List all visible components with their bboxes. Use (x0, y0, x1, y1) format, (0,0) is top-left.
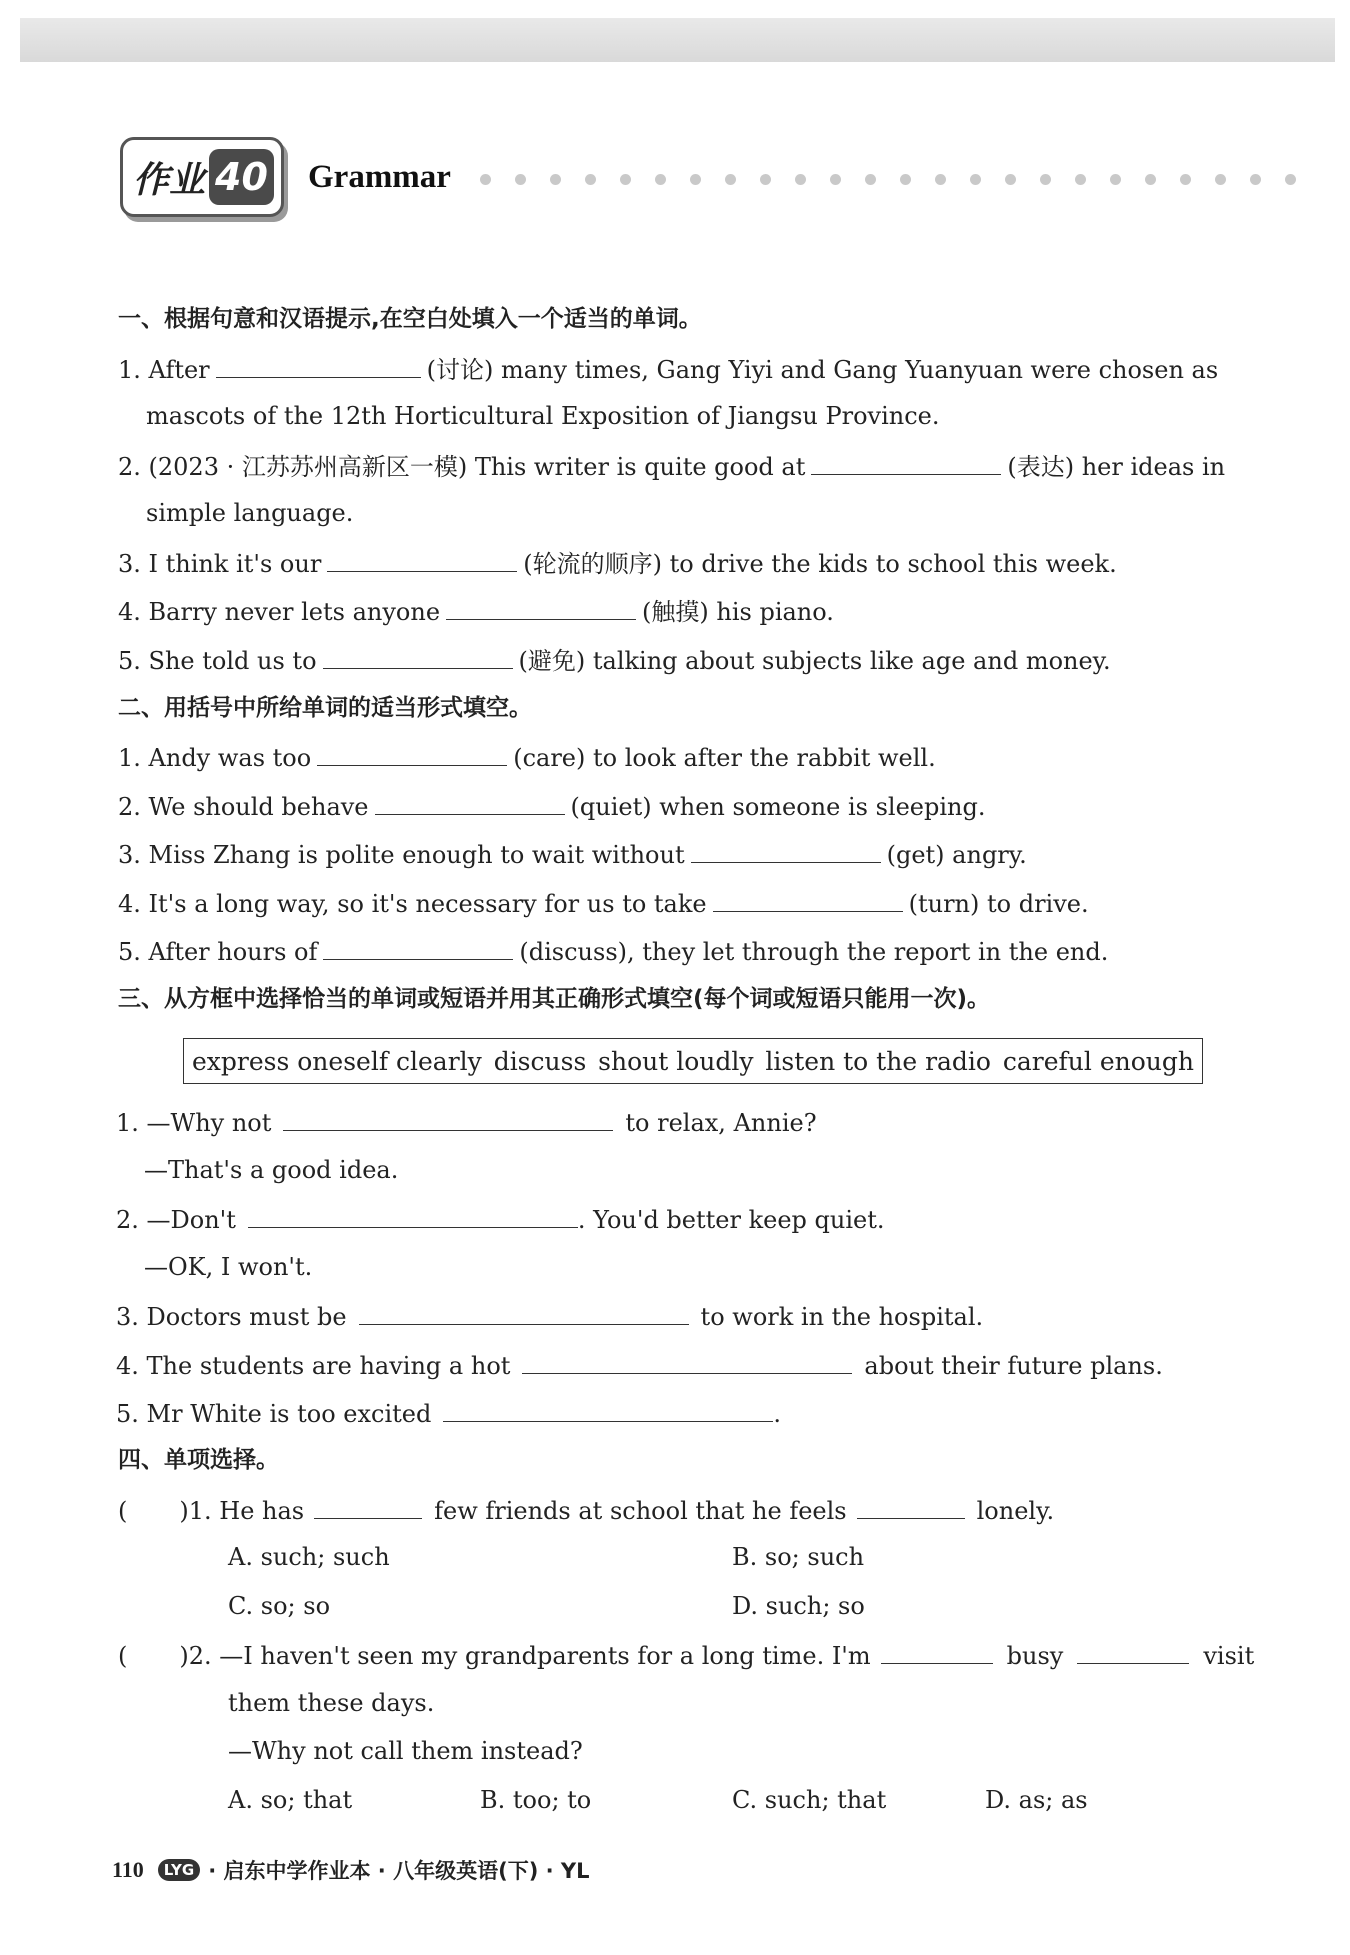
answer-blank[interactable] (359, 1298, 689, 1325)
s4-question-2 (118, 1637, 1254, 1673)
answer-blank[interactable] (323, 642, 513, 669)
s4-q2-option-a[interactable]: A. so; that (228, 1786, 353, 1814)
page-title: Grammar (308, 158, 451, 195)
s1-q5-text: 5. She told us to (118, 647, 317, 675)
page-header (120, 132, 451, 222)
s2-q3-text: (get) angry. (886, 841, 1027, 869)
publisher-logo-icon: LYG (158, 1859, 200, 1881)
s4-q1-text: few friends at school that he feels (434, 1497, 847, 1525)
s3-q2-text: . You'd better keep quiet. (577, 1206, 885, 1234)
s4-q2-reply: —Why not call them instead? (228, 1737, 583, 1765)
s3-q1-text: to relax, Annie? (625, 1109, 817, 1137)
assignment-badge (120, 137, 284, 217)
s2-q5-text: (discuss), they let through the report in the end. (519, 938, 1109, 966)
s3-q2-reply: —OK, I won't. (144, 1253, 313, 1281)
s2-question-1 (118, 739, 936, 775)
s3-question-3 (116, 1298, 983, 1334)
s1-q2-text: 2. (2023 · 江苏苏州高新区一模) This writer is quite good at (118, 453, 806, 481)
answer-blank[interactable] (1077, 1637, 1189, 1664)
s2-question-2 (118, 788, 985, 824)
s1-q5-text: (避免) talking about subjects like age and money. (518, 647, 1111, 675)
s2-q4-text: 4. It's a long way, so it's necessary for us to take (118, 890, 707, 918)
s3-question-4 (116, 1347, 1163, 1383)
top-scan-band (20, 18, 1335, 62)
s2-question-3 (118, 836, 1027, 872)
word-bank-item: express oneself clearly (192, 1046, 482, 1076)
s1-question-3 (118, 545, 1117, 581)
s2-q4-text: (turn) to drive. (908, 890, 1089, 918)
word-bank-item: discuss (493, 1046, 587, 1076)
answer-blank[interactable] (248, 1201, 578, 1228)
answer-blank[interactable] (323, 933, 513, 960)
s3-q1-text: 1. —Why not (116, 1109, 272, 1137)
badge-number: 40 (209, 149, 274, 205)
s4-q2-option-c[interactable]: C. such; that (732, 1786, 887, 1814)
s3-q4-text: about their future plans. (864, 1352, 1163, 1380)
s1-q3-text: 3. I think it's our (118, 550, 322, 578)
s4-q2-continued: them these days. (228, 1689, 435, 1717)
answer-paren[interactable]: ( (118, 1642, 128, 1670)
answer-blank[interactable] (522, 1347, 852, 1374)
word-bank-item: careful enough (1002, 1046, 1194, 1076)
s3-question-1 (116, 1104, 817, 1140)
s3-q3-text: 3. Doctors must be (116, 1303, 347, 1331)
word-bank-box (183, 1038, 1203, 1084)
page-footer (112, 1855, 589, 1885)
s1-question-2 (118, 448, 1225, 484)
s2-q1-text: (care) to look after the rabbit well. (513, 744, 936, 772)
answer-blank[interactable] (691, 836, 881, 863)
answer-blank[interactable] (317, 739, 507, 766)
s4-q2-text: )2. —I haven't seen my grandparents for a long time. I'm (179, 1642, 871, 1670)
s3-q5-text: 5. Mr White is too excited (116, 1400, 432, 1428)
s2-q2-text: 2. We should behave (118, 793, 369, 821)
word-bank-item: shout loudly (598, 1046, 754, 1076)
s3-question-2 (116, 1201, 885, 1237)
s1-q1-continued: mascots of the 12th Horticultural Exposition of Jiangsu Province. (146, 402, 940, 430)
s1-q1-text: (讨论) many times, Gang Yiyi and Gang Yuanyuan were chosen as (426, 356, 1219, 384)
s4-q2-text: busy (1006, 1642, 1064, 1670)
s4-q2-option-d[interactable]: D. as; as (985, 1786, 1088, 1814)
word-bank-item: listen to the radio (765, 1046, 991, 1076)
dotted-rule (480, 170, 1340, 190)
section-4-heading: 四、单项选择。 (118, 1447, 279, 1473)
s1-q4-text: (触摸) his piano. (642, 598, 834, 626)
s2-q2-text: (quiet) when someone is sleeping. (570, 793, 986, 821)
answer-blank[interactable] (283, 1104, 613, 1131)
s1-question-5 (118, 642, 1111, 678)
answer-blank[interactable] (446, 593, 636, 620)
s3-q1-reply: —That's a good idea. (144, 1156, 399, 1184)
answer-blank[interactable] (443, 1395, 773, 1422)
s1-question-4 (118, 593, 834, 629)
s2-question-4 (118, 885, 1089, 921)
s4-q1-option-a[interactable]: A. such; such (228, 1543, 390, 1571)
s4-q1-text: lonely. (976, 1497, 1055, 1525)
answer-blank[interactable] (375, 788, 565, 815)
s2-q5-text: 5. After hours of (118, 938, 318, 966)
answer-blank[interactable] (811, 448, 1001, 475)
answer-paren[interactable]: ( (118, 1497, 128, 1525)
section-1-heading: 一、根据句意和汉语提示,在空白处填入一个适当的单词。 (118, 306, 702, 332)
s4-q2-option-b[interactable]: B. too; to (480, 1786, 592, 1814)
badge-label: 作业 (133, 159, 206, 201)
s1-q3-text: (轮流的顺序) to drive the kids to school this week. (523, 550, 1117, 578)
section-2-heading: 二、用括号中所给单词的适当形式填空。 (118, 695, 532, 721)
answer-blank[interactable] (881, 1637, 993, 1664)
section-3-heading: 三、从方框中选择恰当的单词或短语并用其正确形式填空(每个词或短语只能用一次)。 (118, 986, 991, 1012)
s2-q3-text: 3. Miss Zhang is polite enough to wait without (118, 841, 685, 869)
s1-question-1 (118, 351, 1218, 387)
answer-blank[interactable] (314, 1492, 422, 1519)
s4-question-1 (118, 1492, 1054, 1528)
answer-blank[interactable] (216, 351, 421, 378)
s1-q1-text: 1. After (118, 356, 210, 384)
s1-q2-continued: simple language. (146, 499, 354, 527)
page-number: 110 (112, 1857, 144, 1882)
s3-q2-text: 2. —Don't (116, 1206, 236, 1234)
s1-q2-text: (表达) her ideas in (1007, 453, 1226, 481)
s4-q1-option-c[interactable]: C. so; so (228, 1592, 331, 1620)
s4-q1-option-b[interactable]: B. so; such (732, 1543, 865, 1571)
answer-blank[interactable] (857, 1492, 965, 1519)
s4-q1-option-d[interactable]: D. such; so (732, 1592, 865, 1620)
s4-q1-text: )1. He has (179, 1497, 305, 1525)
answer-blank[interactable] (327, 545, 517, 572)
answer-blank[interactable] (713, 885, 903, 912)
s4-q2-text: visit (1203, 1642, 1255, 1670)
s1-q4-text: 4. Barry never lets anyone (118, 598, 441, 626)
s3-question-5 (116, 1395, 781, 1431)
s3-q3-text: to work in the hospital. (700, 1303, 984, 1331)
s2-q1-text: 1. Andy was too (118, 744, 312, 772)
s3-q5-text: . (773, 1400, 781, 1428)
s3-q4-text: 4. The students are having a hot (116, 1352, 511, 1380)
footer-text: · 启东中学作业本 · 八年级英语(下) · YL (208, 1859, 590, 1883)
s2-question-5 (118, 933, 1108, 969)
